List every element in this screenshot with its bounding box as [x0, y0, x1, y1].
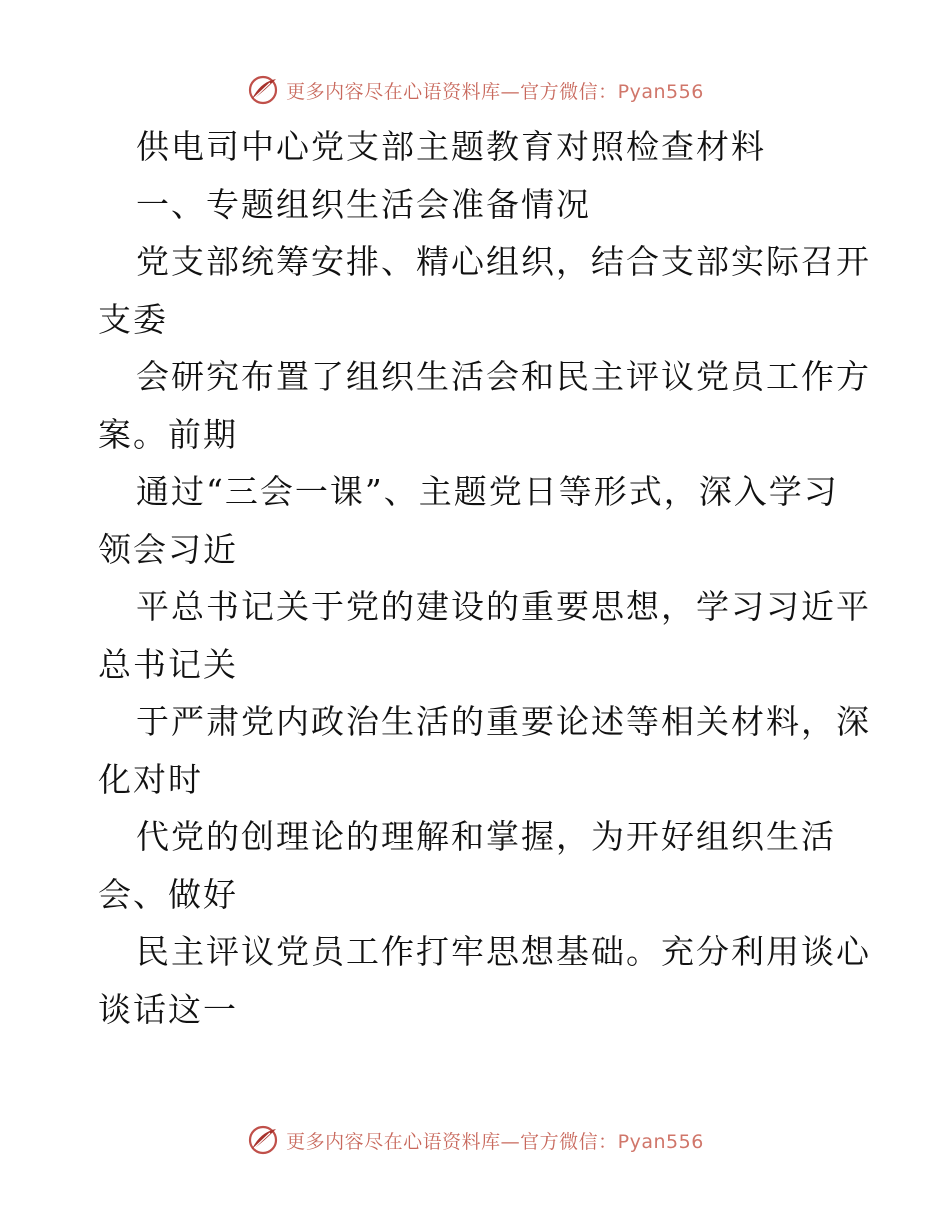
text-line: 通过“三会一课”、主题党日等形式，深入学习 [136, 472, 839, 511]
footer-banner [0, 1120, 950, 1160]
footer-banner-text: 更多内容尽在心语资料库—官方微信：Pyan556 [286, 1130, 704, 1153]
feather-pen-logo-icon [246, 1123, 280, 1157]
text-line: 会研究布置了组织生活会和民主评议党员工作方 [136, 357, 871, 396]
text-line: 化对时 [98, 759, 203, 799]
header-banner [0, 70, 950, 110]
header-banner-text: 更多内容尽在心语资料库—官方微信：Pyan556 [286, 80, 704, 103]
text-line: 领会习近 [98, 529, 238, 569]
text-line: 于严肃党内政治生活的重要论述等相关材料，深 [136, 702, 871, 741]
text-line: 民主评议党员工作打牢思想基础。充分利用谈心 [136, 932, 871, 971]
text-line: 会、做好 [98, 874, 238, 914]
text-line: 支委 [98, 299, 168, 339]
text-line: 一、专题组织生活会准备情况 [136, 184, 591, 224]
feather-pen-logo-icon [246, 73, 280, 107]
text-line: 谈话这一 [98, 989, 238, 1029]
text-line: 案。前期 [98, 414, 238, 454]
text-line: 代党的创理论的理解和掌握，为开好组织生活 [136, 817, 836, 856]
wechat-id: Pyan556 [617, 1130, 704, 1153]
document-body [98, 118, 878, 1038]
text-line: 总书记关 [98, 644, 238, 684]
wechat-id: Pyan556 [617, 80, 704, 103]
text-line: 党支部统筹安排、精心组织，结合支部实际召开 [136, 242, 871, 281]
text-line: 供电司中心党支部主题教育对照检查材料 [136, 127, 766, 166]
text-line: 平总书记关于党的建设的重要思想，学习习近平 [136, 587, 871, 626]
